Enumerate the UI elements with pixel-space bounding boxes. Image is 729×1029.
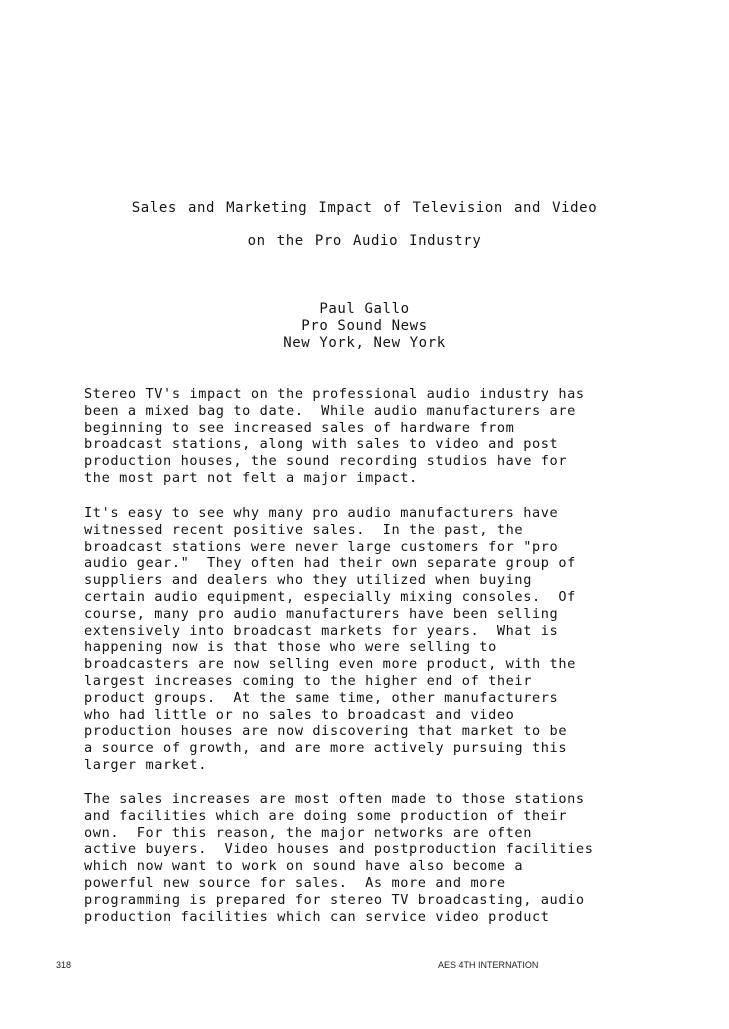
- text-line: production houses are now discovering that market to be: [84, 723, 568, 740]
- author-affiliation: Pro Sound News: [301, 318, 428, 334]
- text-line: production facilities which can service video product: [84, 908, 550, 925]
- text-line: course, many pro audio manufacturers have been selling: [84, 605, 559, 622]
- text-line: product groups. At the same time, other manufacturers: [84, 689, 559, 706]
- footer-running-title: AES 4TH INTERNATION: [438, 960, 539, 970]
- author-name: Paul Gallo: [319, 301, 410, 317]
- text-line: audio gear." They often had their own separate group of: [84, 555, 576, 572]
- paper-title-line-2: on the Pro Audio Industry: [247, 233, 482, 249]
- text-line: The sales increases are most often made to those stations: [84, 791, 585, 807]
- body-paragraph-1: [84, 386, 684, 487]
- text-line: a source of growth, and are more actively pursuing this: [84, 740, 568, 757]
- text-line: broadcast stations were never large customers for "pro: [84, 538, 559, 555]
- text-line: been a mixed bag to date. While audio manufacturers are: [84, 402, 576, 419]
- author-location: New York, New York: [283, 335, 446, 351]
- text-line: which now want to work on sound have also become a: [84, 858, 524, 875]
- text-line: powerful new source for sales. As more and more: [84, 874, 506, 891]
- text-line: extensively into broadcast markets for years. What is: [84, 622, 559, 639]
- text-line: largest increases coming to the higher end of their: [84, 672, 532, 689]
- text-line: programming is prepared for stereo TV broadcasting, audio: [84, 891, 585, 908]
- text-line: suppliers and dealers who they utilized when buying: [84, 572, 532, 589]
- text-line: own. For this reason, the major networks are often: [84, 824, 532, 841]
- text-line: the most part not felt a major impact.: [84, 469, 418, 486]
- text-line: certain audio equipment, especially mixing consoles. Of: [84, 588, 576, 605]
- text-line: who had little or no sales to broadcast and video: [84, 706, 515, 723]
- author-block: [0, 301, 729, 352]
- text-line: beginning to see increased sales of hardware from: [84, 419, 515, 436]
- text-line: witnessed recent positive sales. In the past, the: [84, 521, 524, 538]
- text-line: active buyers. Video houses and postproduction facilities: [84, 841, 594, 858]
- text-line: broadcast stations, along with sales to video and post: [84, 436, 559, 453]
- text-line: It's easy to see why many pro audio manufacturers have: [84, 505, 559, 521]
- text-line: larger market.: [84, 756, 207, 773]
- text-line: happening now is that those who were selling to: [84, 639, 497, 656]
- text-line: production houses, the sound recording studios have for: [84, 453, 568, 470]
- paper-title-line-1: Sales and Marketing Impact of Television and Video: [131, 200, 598, 216]
- body-paragraph-3: [84, 791, 684, 925]
- body-paragraph-2: [84, 505, 684, 774]
- text-line: and facilities which are doing some production of their: [84, 807, 568, 824]
- text-line: Stereo TV's impact on the professional audio industry has: [84, 386, 585, 402]
- text-line: broadcasters are now selling even more product, with the: [84, 656, 576, 673]
- page-number: 318: [56, 960, 72, 970]
